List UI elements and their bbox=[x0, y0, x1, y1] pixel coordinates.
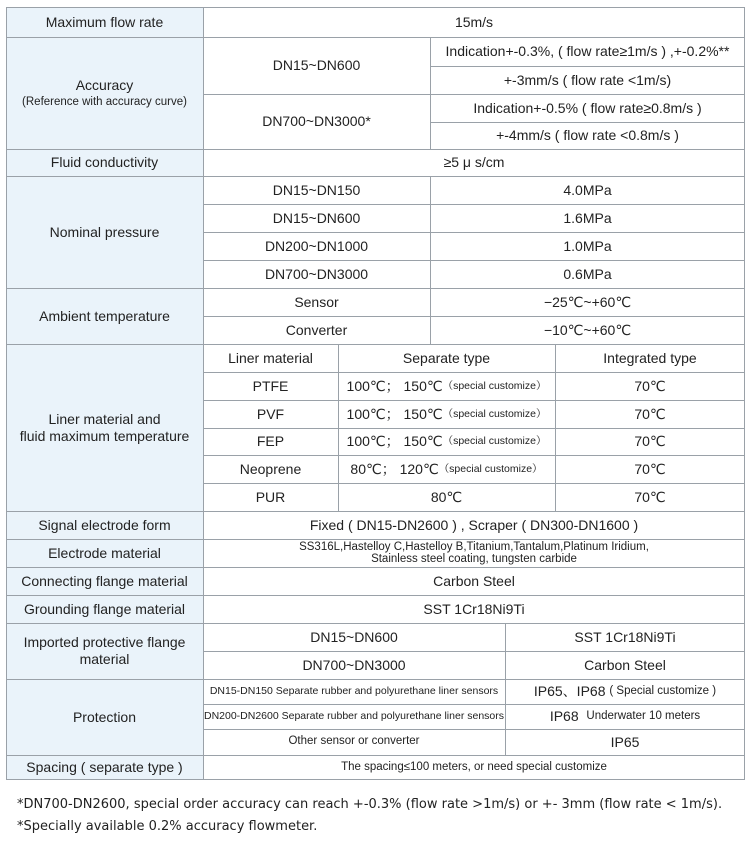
liner-material-5: PUR bbox=[255, 488, 286, 505]
electrode-label: Electrode material bbox=[6, 539, 203, 567]
liner-material-4: Neoprene bbox=[239, 460, 302, 477]
liner-separate-4: 80℃； 120℃ （special customize） bbox=[350, 460, 543, 477]
ambient-converter-value: −10℃~+60℃ bbox=[543, 321, 632, 338]
accuracy-value-2a: Indication+-0.5% ( flow rate≥0.8m/s ) bbox=[473, 99, 702, 116]
pressure-range-3: DN200~DN1000 bbox=[264, 237, 369, 254]
liner-label-line2: fluid maximum temperature bbox=[19, 427, 190, 444]
max-flow-value: 15m/s bbox=[454, 13, 494, 30]
accuracy-label bbox=[6, 37, 203, 149]
spacing-value: The spacing≤100 meters, or need special customize bbox=[341, 760, 607, 773]
liner-integrated-2: 70℃ bbox=[634, 405, 666, 422]
conductivity-label: Fluid conductivity bbox=[6, 149, 203, 176]
imported-label: Imported protective flange material bbox=[6, 623, 203, 679]
liner-integrated-3: 70℃ bbox=[634, 433, 666, 450]
liner-separate-2: 100℃； 150℃ （special customize） bbox=[346, 405, 547, 422]
ambient-label: Ambient temperature bbox=[6, 288, 203, 344]
grounding-value: SST 1Cr18Ni9Ti bbox=[423, 600, 525, 617]
liner-separate-3: 100℃； 150℃ （special customize） bbox=[346, 433, 547, 450]
liner-header-material: Liner material bbox=[228, 349, 313, 366]
liner-header-integrated: Integrated type bbox=[603, 349, 697, 366]
signal-label: Signal electrode form bbox=[6, 511, 203, 539]
liner-integrated-1: 70℃ bbox=[634, 377, 666, 394]
liner-material-2: PVF bbox=[256, 405, 285, 422]
pressure-range-4: DN700~DN3000 bbox=[264, 265, 369, 282]
pressure-range-1: DN15~DN150 bbox=[272, 181, 361, 198]
connecting-value: Carbon Steel bbox=[433, 572, 515, 589]
liner-separate-1: 100℃； 150℃ （special customize） bbox=[346, 377, 547, 394]
accuracy-value-1a: Indication+-0.3%, ( flow rate≥1m/s ) ,+-0.2%** bbox=[445, 43, 730, 60]
liner-material-3: FEP bbox=[256, 433, 285, 450]
accuracy-value-2b: +-4mm/s ( flow rate <0.8m/s ) bbox=[496, 127, 679, 144]
protection-value-3: IP65 bbox=[610, 733, 640, 750]
ambient-sensor-value: −25℃~+60℃ bbox=[543, 293, 632, 310]
connecting-label: Connecting flange material bbox=[6, 567, 203, 595]
pressure-range-2: DN15~DN600 bbox=[272, 209, 361, 226]
max-flow-label: Maximum flow rate bbox=[6, 7, 203, 37]
liner-header-separate: Separate type bbox=[402, 349, 491, 366]
footnote-2: *Specially available 0.2% accuracy flowmeter. bbox=[17, 819, 318, 834]
grounding-label: Grounding flange material bbox=[6, 595, 203, 623]
accuracy-range-1: DN15~DN600 bbox=[272, 57, 361, 74]
pressure-value-2: 1.6MPa bbox=[563, 209, 612, 226]
liner-integrated-5: 70℃ bbox=[634, 488, 666, 505]
protection-desc-1: DN15-DN150 Separate rubber and polyurethane liner sensors bbox=[209, 685, 499, 698]
spec-table bbox=[6, 7, 745, 780]
liner-separate-5: 80℃ bbox=[430, 488, 463, 505]
imported-range-1: DN15~DN600 bbox=[310, 628, 398, 645]
accuracy-value-1b: +-3mm/s ( flow rate <1m/s) bbox=[503, 71, 672, 88]
protection-desc-2: DN200-DN2600 Separate rubber and polyurethane liner sensors bbox=[203, 710, 504, 723]
imported-value-2: Carbon Steel bbox=[584, 656, 666, 673]
spacing-label: Spacing ( separate type ) bbox=[6, 755, 203, 780]
footnote-1: *DN700-DN2600, special order accuracy can reach +-0.3% (flow rate >1m/s) or +- 3mm (flow rate < 1m/s). bbox=[17, 797, 723, 812]
protection-value-2: IP68 Underwater 10 meters bbox=[549, 708, 701, 725]
liner-label bbox=[6, 344, 203, 511]
liner-integrated-4: 70℃ bbox=[634, 460, 666, 477]
liner-material-1: PTFE bbox=[252, 377, 289, 394]
signal-value: Fixed ( DN15-DN2600 ) , Scraper ( DN300-DN1600 ) bbox=[309, 516, 639, 533]
protection-value-1: IP65、IP68 ( Special customize ) bbox=[533, 683, 717, 700]
conductivity-value: ≥5 μ s/cm bbox=[443, 154, 505, 171]
imported-range-2: DN700~DN3000 bbox=[302, 656, 406, 673]
accuracy-range-2: DN700~DN3000* bbox=[262, 113, 371, 130]
pressure-label: Nominal pressure bbox=[6, 176, 203, 288]
protection-label: Protection bbox=[6, 679, 203, 755]
electrode-value: SS316L,Hastelloy C,Hastelloy B,Titanium,Tantalum,Platinum Iridium, Stainless steel coating, tungsten carbide bbox=[299, 540, 649, 565]
accuracy-subtitle: (Reference with accuracy curve) bbox=[22, 95, 187, 108]
accuracy-title: Accuracy bbox=[75, 76, 134, 93]
liner-label-line1: Liner material and bbox=[48, 410, 161, 427]
pressure-value-3: 1.0MPa bbox=[563, 237, 612, 254]
ambient-converter: Converter bbox=[285, 321, 348, 338]
imported-value-1: SST 1Cr18Ni9Ti bbox=[574, 628, 676, 645]
pressure-value-4: 0.6MPa bbox=[563, 265, 612, 282]
ambient-sensor: Sensor bbox=[294, 293, 339, 310]
protection-desc-3: Other sensor or converter bbox=[288, 735, 420, 748]
pressure-value-1: 4.0MPa bbox=[563, 181, 612, 198]
